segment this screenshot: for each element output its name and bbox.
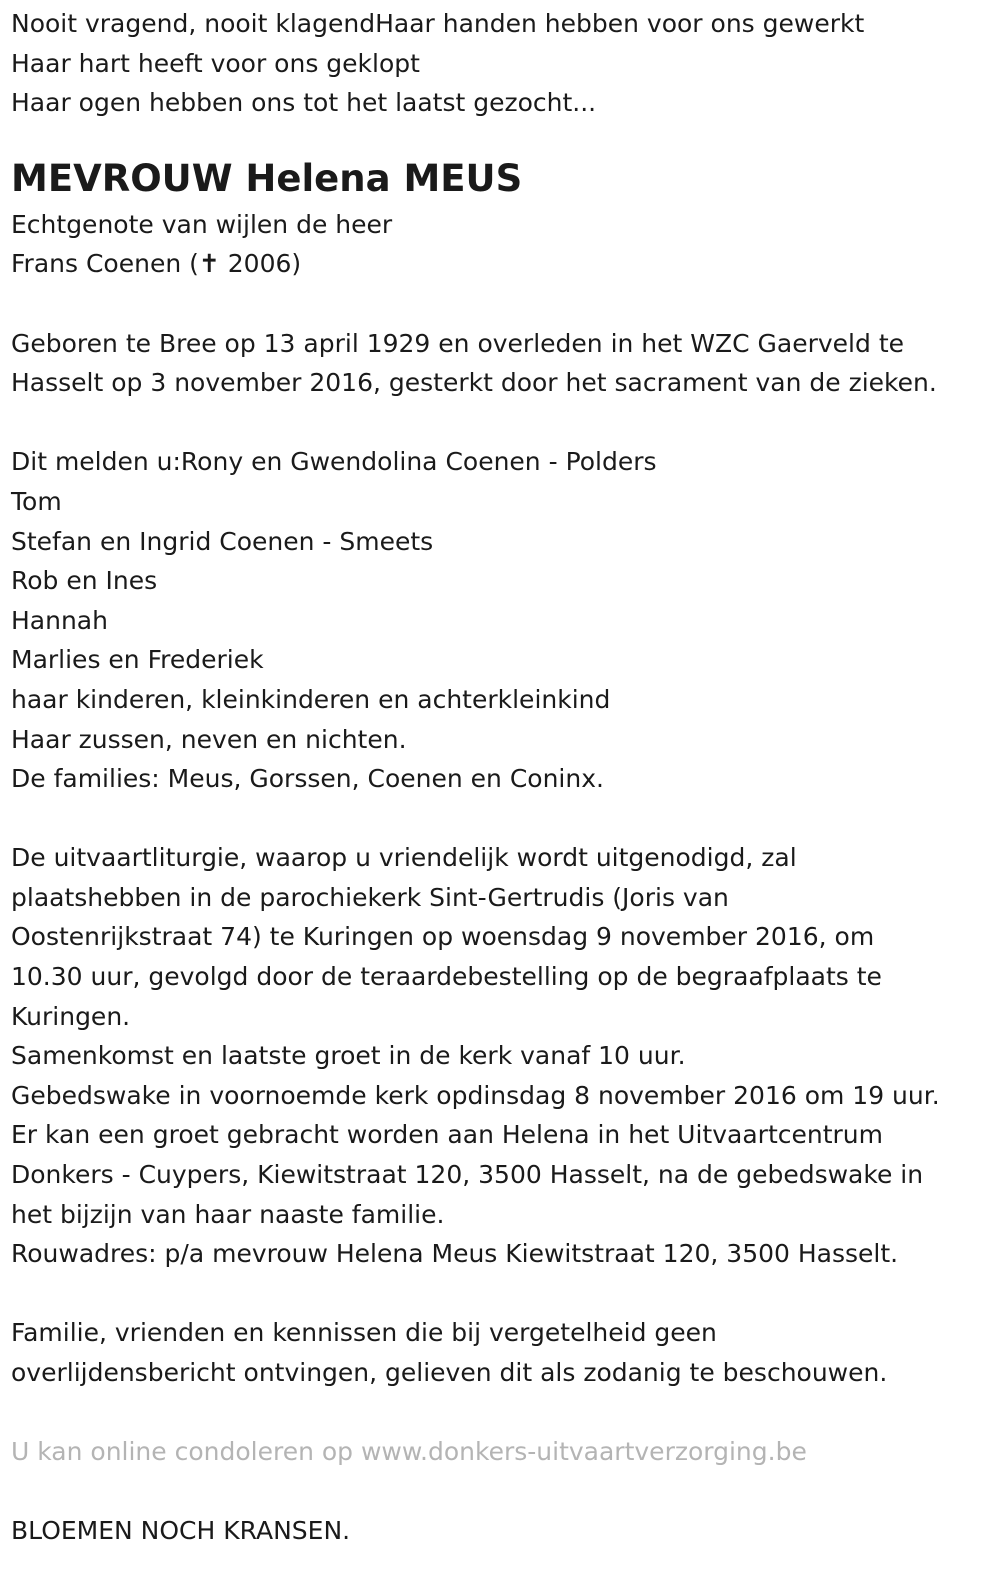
- announcer-line: De families: Meus, Gorssen, Coenen en Coninx.: [11, 764, 604, 794]
- poem-line: Haar ogen hebben ons tot het laatst gezocht...: [11, 88, 597, 118]
- spacer: [11, 1274, 989, 1314]
- ceremony-line: De uitvaartliturgie, waarop u vriendelijk wordt uitgenodigd, zal: [11, 843, 797, 873]
- ceremony-line: Er kan een groet gebracht worden aan Helena in het Uitvaartcentrum: [11, 1120, 883, 1150]
- spouse-info: [11, 205, 989, 284]
- ceremony-line: Donkers - Cuypers, Kiewitstraat 120, 3500 Hasselt, na de gebedswake in: [11, 1160, 924, 1190]
- announcer-line: Marlies en Frederiek: [11, 645, 264, 675]
- spouse-line: Echtgenote van wijlen de heer: [11, 209, 393, 239]
- announcers: [11, 442, 989, 798]
- announcer-line: Tom: [11, 486, 62, 516]
- poem-line: Haar hart heeft voor ons geklopt: [11, 48, 420, 78]
- announcer-line: Dit melden u:Rony en Gwendolina Coenen - Polders: [11, 447, 657, 477]
- announcer-line: Haar zussen, neven en nichten.: [11, 724, 407, 754]
- announcer-line: Rob en Ines: [11, 566, 158, 596]
- spacer: [11, 284, 989, 324]
- ceremony-line: Rouwadres: p/a mevrouw Helena Meus Kiewitstraat 120, 3500 Hasselt.: [11, 1239, 899, 1269]
- spouse-line: Frans Coenen (✝ 2006): [11, 249, 302, 279]
- announcer-line: Stefan en Ingrid Coenen - Smeets: [11, 526, 434, 556]
- ceremony-line: Kuringen.: [11, 1001, 131, 1031]
- ceremony-line: het bijzijn van haar naaste familie.: [11, 1199, 445, 1229]
- poem-line: Nooit vragend, nooit klagendHaar handen hebben voor ons gewerkt: [11, 9, 865, 38]
- ceremony-line: Gebedswake in voornoemde kerk opdinsdag 8 november 2016 om 19 uur.: [11, 1080, 940, 1110]
- spacer: [11, 799, 989, 839]
- spacer: [11, 403, 989, 443]
- birth-death-info: [11, 324, 989, 403]
- ceremony-line: plaatshebben in de parochiekerk Sint-Gertrudis (Joris van: [11, 882, 729, 912]
- birth-death-line: Geboren te Bree op 13 april 1929 en overleden in het WZC Gaerveld te: [11, 328, 905, 358]
- notice-line: Familie, vrienden en kennissen die bij vergetelheid geen: [11, 1318, 717, 1348]
- notice: [11, 1313, 989, 1392]
- ceremony-info: [11, 838, 989, 1274]
- flowers-notice: BLOEMEN NOCH KRANSEN.: [11, 1516, 351, 1546]
- ceremony-line: Oostenrijkstraat 74) te Kuringen op woensdag 9 november 2016, om: [11, 922, 875, 952]
- birth-death-line: Hasselt op 3 november 2016, gesterkt door het sacrament van de zieken.: [11, 368, 937, 398]
- ceremony-line: 10.30 uur, gevolgd door de teraardebestelling op de begraafplaats te: [11, 962, 882, 992]
- deceased-name: MEVROUW Helena MEUS: [11, 156, 523, 200]
- ceremony-line: Samenkomst en laatste groet in de kerk vanaf 10 uur.: [11, 1041, 686, 1071]
- announcer-line: Hannah: [11, 605, 108, 635]
- notice-line: overlijdensbericht ontvingen, gelieven dit als zodanig te beschouwen.: [11, 1358, 888, 1387]
- announcer-line: haar kinderen, kleinkinderen en achterkleinkind: [11, 684, 611, 714]
- spacer: [11, 1472, 989, 1512]
- spacer: [11, 1393, 989, 1433]
- condolence-text: U kan online condoleren op www.donkers-uitvaartverzorging.be: [11, 1437, 807, 1467]
- poem: [11, 4, 989, 123]
